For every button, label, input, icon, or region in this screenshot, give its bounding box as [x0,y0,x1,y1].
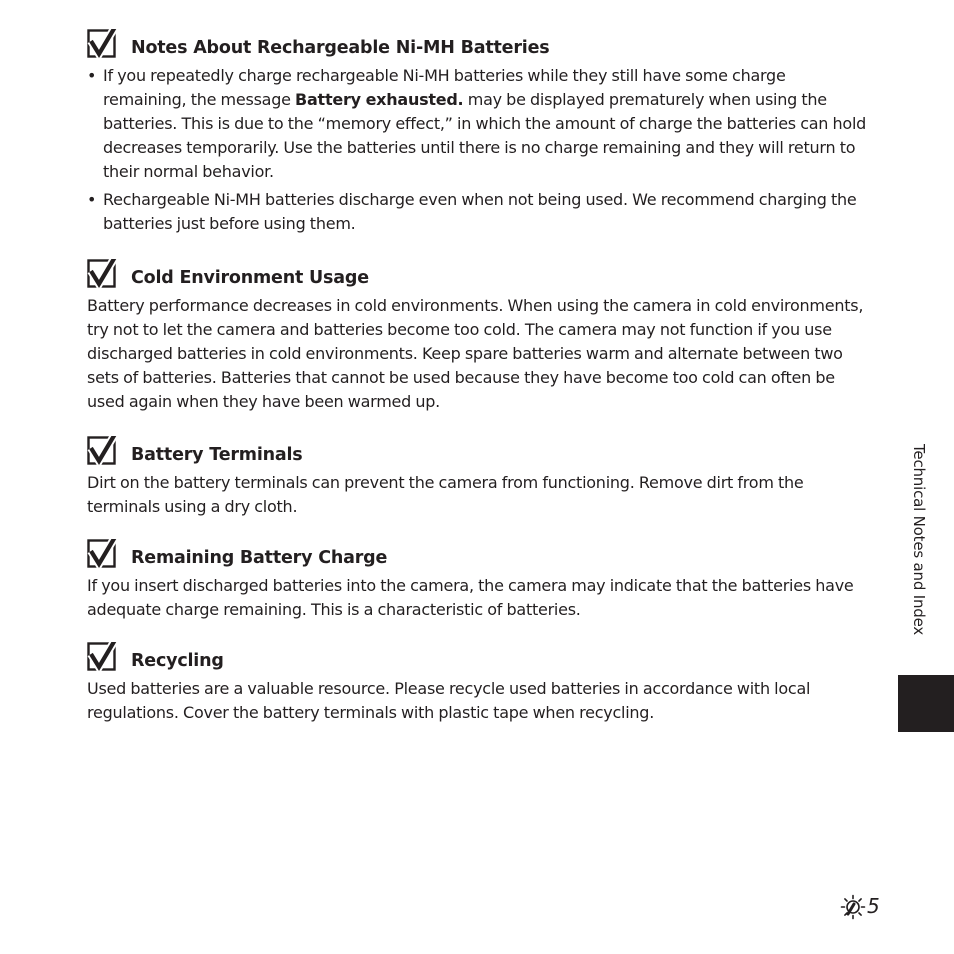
section-nimh-notes [87,30,867,236]
bullet-dot: • [87,190,97,209]
bullet-text-before: If you repeatedly charge rechargeable Ni-MH batteries while they still have some charge remaining, the message [103,66,786,109]
heading-text: Remaining Battery Charge [131,548,388,568]
heading-text: Cold Environment Usage [131,268,369,288]
heading-text: Battery Terminals [131,445,303,465]
section-paragraph: Used batteries are a valuable resource. Please recycle used batteries in accordance with local regulations. Cover the battery terminals with plastic tape when recycling. [87,679,811,722]
message-name: Battery exhausted. [295,90,464,109]
section-paragraph: If you insert discharged batteries into the camera, the camera may indicate that the batteries have adequate charge remaining. This is a characteristic of batteries. [87,576,854,619]
list-item [87,64,867,184]
page-number [840,893,880,921]
section-heading [87,643,867,675]
bullet-text-after: may be displayed prematurely when using the batteries. This is due to the “memory effect,” in which the amount of charge the batteries can hold decreases temporarily. Use the batteries until there is no charge remaining and they will return to their normal behavior. [103,90,867,181]
heading-text: Recycling [131,651,224,671]
section-recycling [87,643,867,725]
check-note-icon [87,539,117,569]
section-paragraph: Battery performance decreases in cold environments. When using the camera in cold environments, try not to let the camera and batteries become too cold. The camera may not function if you use discharged batteries in cold environments. Keep spare batteries warm and alternate between two sets of batteries. Batteries that cannot be used because they have become too cold can often be used again when they have been warmed up. [87,296,864,411]
check-note-icon [87,29,117,59]
section-heading [87,30,867,62]
chapter-tab [898,675,954,732]
section-heading [87,540,867,572]
sun-reference-icon [840,894,866,920]
section-paragraph: Dirt on the battery terminals can prevent the camera from functioning. Remove dirt from the terminals using a dry cloth. [87,473,804,516]
chapter-side-label: Technical Notes and Index [910,444,928,636]
bullet-text: Rechargeable Ni-MH batteries discharge even when not being used. We recommend charging the batteries just before using them. [103,190,857,233]
section-heading [87,437,867,469]
bullet-dot: • [87,66,97,85]
section-remaining-charge [87,540,867,622]
section-battery-terminals [87,437,867,519]
section-cold-environment [87,260,867,414]
check-note-icon [87,642,117,672]
heading-text: Notes About Rechargeable Ni-MH Batteries [131,38,550,58]
page-number-value: 5 [867,894,880,918]
list-item [87,188,867,236]
check-note-icon [87,436,117,466]
check-note-icon [87,259,117,289]
document-body [87,30,867,725]
bullet-list [87,64,867,236]
section-heading [87,260,867,292]
